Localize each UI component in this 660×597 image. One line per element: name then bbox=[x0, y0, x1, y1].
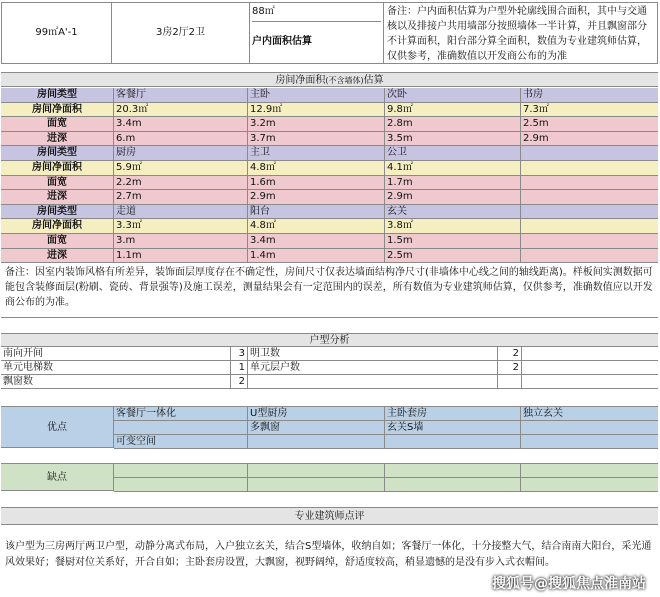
pros-item: 主卧套房 bbox=[385, 407, 521, 421]
inner-area-value: 88㎡ bbox=[252, 3, 381, 22]
analysis-cell: 单元电梯数 bbox=[1, 361, 231, 374]
room-data-row bbox=[1, 161, 658, 176]
room-row-label: 面宽 bbox=[1, 176, 114, 190]
analysis-cell bbox=[248, 375, 498, 388]
unit-type: 3房2厅2卫 bbox=[112, 3, 250, 63]
room-value-cell: 玄关 bbox=[385, 205, 521, 219]
pros-label: 优点 bbox=[1, 407, 114, 447]
room-value-cell: 次卧 bbox=[385, 88, 521, 102]
room-value-cell bbox=[521, 234, 658, 248]
room-value-cell: 阳台 bbox=[248, 205, 385, 219]
remark-text: 备注：因室内装饰风格有所差异，装饰面层厚度存在不确定性，房间尺寸仅表达墙面结构净尺寸(非墙体中心线之间的轴线距离)。样板间实测数据可能包含装修面层(粉刷、瓷砖、背景强等)及施工误差，测量结果会有一定范围内的误差，所有数值为专业建筑师估算，仅供参考，准确数值应以开发商公布的为准。 bbox=[5, 267, 653, 308]
inner-area-box bbox=[250, 3, 384, 63]
room-row-label: 进深 bbox=[1, 249, 114, 263]
layout-analysis-title-row bbox=[1, 333, 658, 347]
room-value-cell: 5.9㎡ bbox=[114, 161, 248, 175]
review-title: 专业建筑师点评 bbox=[294, 511, 365, 522]
cons-item bbox=[521, 464, 658, 478]
cons-item bbox=[385, 464, 521, 478]
room-value-cell: 1.7m bbox=[385, 176, 521, 190]
room-value-cell: 1.6m bbox=[248, 176, 385, 190]
room-value-cell: 2.9m bbox=[523, 132, 549, 144]
room-type-row bbox=[1, 88, 658, 103]
pros-item: 客餐厅一体化 bbox=[114, 407, 248, 421]
cons-item bbox=[114, 478, 248, 492]
pros-item bbox=[521, 421, 658, 435]
room-value-cell: 2.5m bbox=[385, 249, 521, 263]
room-value-cell: 6.m bbox=[114, 132, 248, 146]
room-value-cell: 2.2m bbox=[114, 176, 248, 190]
room-row-label: 面宽 bbox=[1, 234, 114, 248]
analysis-cell: 明卫数 bbox=[248, 347, 498, 360]
review-text: 该户型为三房两厅两卫户型，动静分离式布局，入户独立玄关，结合S型墙体，收纳自如；客餐厅一体化，十分接整大气，结合南南大阳台，采光通风效果好；餐厨对位关系好，开合自如；主卧套房设置，大飘窗，视野阔绰，舒适度较高，稍显遗憾的是没有步入式衣帽间。 bbox=[5, 541, 652, 568]
cons-item bbox=[248, 478, 385, 492]
room-value-cell bbox=[521, 176, 658, 190]
room-row-label: 面宽 bbox=[1, 117, 114, 131]
room-row-label: 房间类型 bbox=[1, 88, 114, 102]
pros-item: 多飘窗 bbox=[248, 421, 385, 435]
room-data-row bbox=[1, 190, 658, 205]
pros-item bbox=[521, 435, 658, 449]
room-value-cell: 2.9m bbox=[385, 190, 521, 204]
room-value-cell: 20.3㎡ bbox=[114, 103, 248, 117]
room-value-cell: 3.2m bbox=[248, 117, 385, 131]
room-row-label: 进深 bbox=[1, 132, 114, 146]
room-value-cell bbox=[521, 219, 658, 233]
unit-area: 99㎡A'-1 bbox=[2, 3, 112, 63]
room-data-row bbox=[1, 176, 658, 191]
room-row-label: 房间净面积 bbox=[1, 103, 114, 117]
room-value-cell: 走道 bbox=[114, 205, 248, 219]
analysis-cell: 飘窗数 bbox=[1, 375, 231, 388]
room-value-cell: 3.7m bbox=[248, 132, 385, 146]
room-value-cell: 1.1m bbox=[114, 249, 248, 263]
room-row-label: 房间类型 bbox=[1, 205, 114, 219]
room-value-cell: 3.8㎡ bbox=[385, 219, 521, 233]
analysis-cell: 2 bbox=[498, 347, 522, 360]
room-data-row bbox=[1, 117, 658, 132]
watermark-text: 搜狐号@搜狐焦点淮南站 bbox=[492, 576, 646, 592]
room-value-cell: 4.1㎡ bbox=[385, 161, 521, 175]
pros-block bbox=[1, 406, 658, 448]
room-type-row bbox=[1, 205, 658, 220]
room-value-cell: 公卫 bbox=[385, 146, 521, 160]
header-box bbox=[1, 2, 658, 64]
cons-item bbox=[248, 464, 385, 478]
analysis-row bbox=[1, 361, 658, 375]
room-value-cell: 9.8㎡ bbox=[385, 103, 521, 117]
analysis-cell: 南向开间 bbox=[1, 347, 231, 360]
room-value-cell: 3.3㎡ bbox=[114, 219, 248, 233]
cons-item bbox=[114, 464, 248, 478]
room-value-cell: 厨房 bbox=[114, 146, 248, 160]
room-value-cell: 1.4m bbox=[248, 249, 385, 263]
pros-item bbox=[248, 435, 385, 449]
cons-item bbox=[521, 478, 658, 492]
analysis-cell: 2 bbox=[231, 375, 248, 388]
inner-area-label: 户内面积估算 bbox=[252, 36, 312, 47]
room-value-cell: 2.5m bbox=[523, 118, 549, 130]
pros-item: U型厨房 bbox=[248, 407, 385, 421]
room-value-cell: 客餐厅 bbox=[114, 88, 248, 102]
room-row-label: 房间类型 bbox=[1, 146, 114, 160]
room-data-row bbox=[1, 219, 658, 234]
cons-label: 缺点 bbox=[1, 464, 114, 490]
analysis-row bbox=[1, 347, 658, 361]
analysis-cell bbox=[498, 375, 522, 388]
room-value-cell: 主卫 bbox=[248, 146, 385, 160]
analysis-row bbox=[1, 375, 658, 389]
pros-item: 玄关S墙 bbox=[385, 421, 521, 435]
room-net-title: 房间净面积(不含墙体)估算 bbox=[275, 75, 384, 86]
room-value-cell: 1.5m bbox=[385, 234, 521, 248]
pros-item bbox=[114, 421, 248, 435]
room-row-label: 房间净面积 bbox=[1, 161, 114, 175]
room-data-row bbox=[1, 249, 658, 264]
room-data-row bbox=[1, 234, 658, 249]
room-value-cell: 书房 bbox=[523, 89, 543, 100]
room-data-row bbox=[1, 103, 658, 118]
review-title-row bbox=[1, 507, 658, 525]
analysis-cell: 单元层户数 bbox=[248, 361, 498, 374]
room-value-cell: 4.8㎡ bbox=[248, 161, 385, 175]
room-value-cell: 7.3㎡ bbox=[523, 103, 549, 115]
pros-item: 独立玄关 bbox=[521, 407, 658, 421]
analysis-cell: 1 bbox=[231, 361, 248, 374]
pros-item: 可变空间 bbox=[114, 435, 248, 449]
room-value-cell: 主卧 bbox=[248, 88, 385, 102]
room-value-cell: 12.9㎡ bbox=[248, 103, 385, 117]
cons-item bbox=[385, 478, 521, 492]
room-data-row bbox=[1, 132, 658, 147]
room-value-cell bbox=[521, 161, 658, 175]
remark-row bbox=[1, 263, 658, 318]
room-value-cell: 3.5m bbox=[385, 132, 521, 146]
room-value-cell bbox=[521, 146, 658, 160]
pros-item bbox=[385, 435, 521, 449]
room-type-row bbox=[1, 146, 658, 161]
room-value-cell: 2.9m bbox=[248, 190, 385, 204]
room-value-cell: 4.8㎡ bbox=[248, 219, 385, 233]
analysis-cell: 3 bbox=[231, 347, 248, 360]
room-value-cell bbox=[521, 249, 658, 263]
room-value-cell: 3.4m bbox=[114, 117, 248, 131]
analysis-cell: 2 bbox=[498, 361, 522, 374]
cons-block bbox=[1, 463, 658, 491]
room-value-cell: 2.8m bbox=[385, 117, 521, 131]
room-net-title-row bbox=[1, 72, 658, 87]
room-row-label: 房间净面积 bbox=[1, 219, 114, 233]
room-value-cell bbox=[521, 190, 658, 204]
layout-analysis-title: 户型分析 bbox=[309, 335, 350, 346]
header-note: 备注：户内面积估算为户型外轮廓线围合面积，其中与交通核以及排接户共用墙部分按照墙体一半计算，并且飘窗部分不计算面积，阳台部分算全面积，数值为专业建筑师估算，仅供参考，准确数值以开发商公布的为准 bbox=[387, 6, 647, 62]
room-value-cell: 2.7m bbox=[114, 190, 248, 204]
room-value-cell: 3.4m bbox=[248, 234, 385, 248]
room-row-label: 进深 bbox=[1, 190, 114, 204]
room-value-cell: 3.m bbox=[114, 234, 248, 248]
room-value-cell bbox=[521, 205, 658, 219]
